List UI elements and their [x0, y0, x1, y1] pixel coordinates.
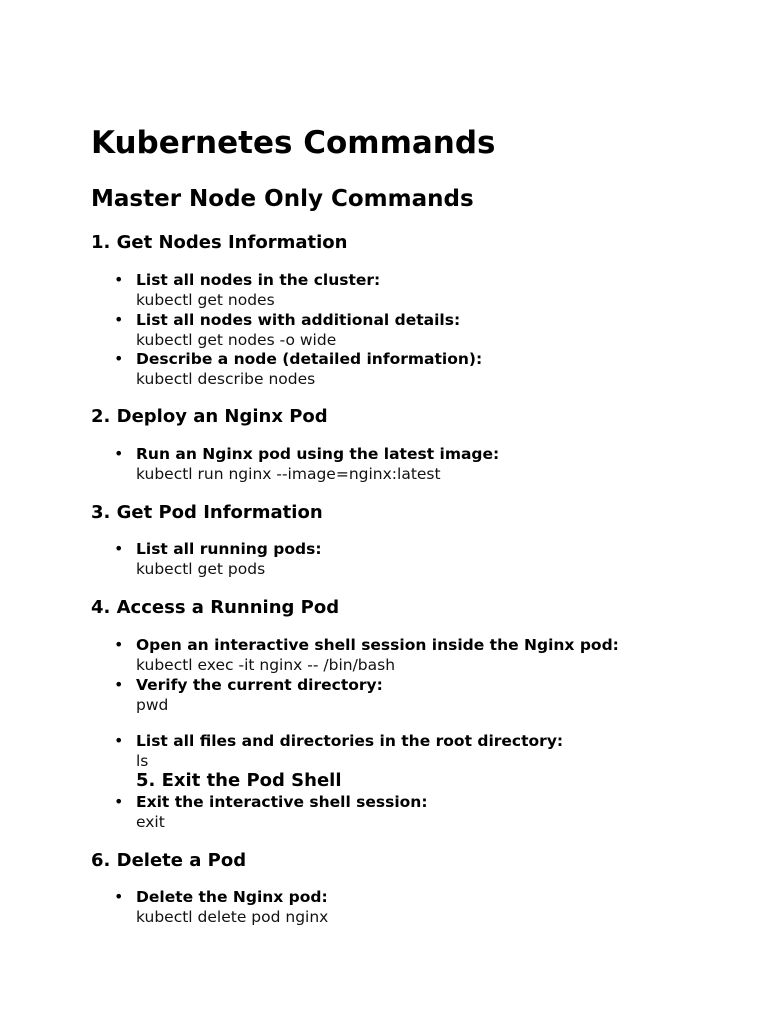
item-command: kubectl get nodes	[136, 291, 275, 309]
bullet-icon: •	[114, 270, 124, 289]
item-label: List all nodes in the cluster:	[136, 271, 381, 289]
item-label: Delete the Nginx pod:	[136, 888, 328, 906]
item-label: List all nodes with additional details:	[136, 311, 461, 329]
item-command: kubectl get pods	[136, 560, 266, 578]
page-subtitle: Master Node Only Commands	[91, 186, 474, 212]
list-item	[114, 270, 756, 310]
item-label: List all running pods:	[136, 540, 322, 558]
list-item	[114, 539, 756, 579]
item-label: List all files and directories in the root directory:	[136, 732, 564, 750]
item-label: Exit the interactive shell session:	[136, 793, 428, 811]
item-label: Open an interactive shell session inside the Nginx pod:	[136, 636, 619, 654]
list-item	[114, 444, 756, 484]
item-label: Describe a node (detailed information):	[136, 350, 483, 368]
section-heading-get-nodes: 1. Get Nodes Information	[91, 232, 348, 253]
bullet-icon: •	[114, 731, 124, 750]
item-command: kubectl get nodes -o wide	[136, 331, 337, 349]
bullet-icon: •	[114, 792, 124, 811]
bullet-icon: •	[114, 310, 124, 329]
list-item	[114, 635, 756, 675]
bullet-icon: •	[114, 349, 124, 368]
item-command: kubectl describe nodes	[136, 370, 316, 388]
item-command: pwd	[136, 696, 169, 714]
bullet-icon: •	[114, 887, 124, 906]
list-item	[114, 792, 756, 832]
section-heading-get-pods: 3. Get Pod Information	[91, 502, 323, 523]
item-command: exit	[136, 813, 165, 831]
bullet-icon: •	[114, 444, 124, 463]
list-item	[114, 731, 756, 771]
item-command: kubectl run nginx --image=nginx:latest	[136, 465, 441, 483]
item-command: kubectl exec -it nginx -- /bin/bash	[136, 656, 396, 674]
page-title: Kubernetes Commands	[91, 125, 496, 161]
item-command: kubectl delete pod nginx	[136, 908, 329, 926]
list-item	[114, 310, 756, 350]
section-heading-delete-pod: 6. Delete a Pod	[91, 850, 247, 871]
bullet-icon: •	[114, 675, 124, 694]
section-heading-exit-shell: 5. Exit the Pod Shell	[136, 770, 342, 791]
section-heading-deploy-nginx: 2. Deploy an Nginx Pod	[91, 406, 328, 427]
item-label: Run an Nginx pod using the latest image:	[136, 445, 500, 463]
list-item	[114, 349, 756, 389]
section-heading-access-pod: 4. Access a Running Pod	[91, 597, 340, 618]
bullet-icon: •	[114, 635, 124, 654]
bullet-icon: •	[114, 539, 124, 558]
item-command: ls	[136, 752, 149, 770]
item-label: Verify the current directory:	[136, 676, 383, 694]
list-item	[114, 887, 756, 927]
list-item	[114, 675, 756, 715]
